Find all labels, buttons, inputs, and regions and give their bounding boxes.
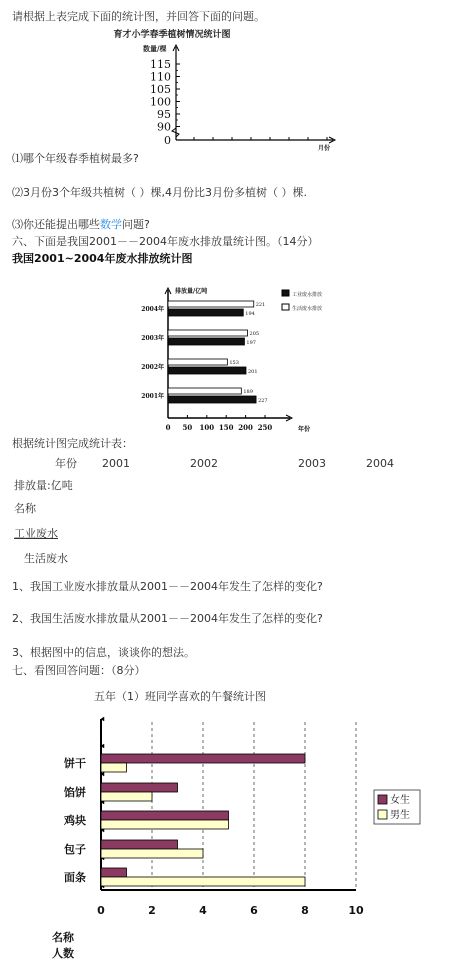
chart-3-x-tick-label: 2 bbox=[148, 904, 156, 917]
chart-2-bar-label-domestic: 153 bbox=[229, 360, 239, 366]
chart-1-ylabel: 数量/棵 bbox=[143, 44, 167, 53]
chart-1-y-tick-label: 105 bbox=[150, 83, 171, 96]
chart-3-bar-girls bbox=[101, 754, 305, 763]
chart-2-legend-industrial: 工业废水排放 bbox=[292, 292, 323, 298]
table-year-2003: 2003 bbox=[298, 457, 326, 470]
chart-2-x-tick-label: 100 bbox=[199, 423, 215, 432]
math-link[interactable]: 数学 bbox=[100, 218, 122, 231]
table-intro: 根据统计图完成统计表： bbox=[12, 437, 133, 450]
chart-1-y-tick-label: 90 bbox=[157, 120, 171, 134]
table-unit-label: 排放量:亿吨 bbox=[14, 479, 73, 492]
chart-2-x-tick-label: 250 bbox=[257, 423, 273, 432]
chart-2-x-tick-label: 50 bbox=[182, 423, 193, 432]
table-year-2004: 2004 bbox=[366, 457, 394, 470]
chart-3-category-label: 包子 bbox=[64, 843, 86, 856]
chart-3-bar-boys bbox=[101, 877, 305, 886]
chart-2-bar-label-industrial: 197 bbox=[246, 340, 256, 346]
sub-question-2: 2、我国生活废水排放量从2001－－2004年发生了怎样的变化? bbox=[12, 612, 323, 625]
chart-2-x-tick-label: 150 bbox=[218, 423, 234, 432]
chart-3-bar-girls bbox=[101, 783, 178, 792]
chart-2-ylabel: 排放量/亿吨 bbox=[175, 288, 208, 295]
chart-2-bar-domestic bbox=[168, 330, 248, 336]
wastewater-chart bbox=[141, 287, 322, 433]
chart-2-category-label: 2001年 bbox=[141, 393, 164, 400]
chart-1-y-tick-label: 95 bbox=[157, 108, 171, 121]
question-3-a: ⑶你还能提出哪些 bbox=[12, 218, 100, 231]
chart-3-title: 五年（1）班同学喜欢的午餐统计图 bbox=[94, 690, 266, 703]
chart-3-category-label: 面条 bbox=[64, 871, 86, 884]
chart-2-bar-label-domestic: 189 bbox=[243, 389, 253, 395]
chart-2-category-label: 2003年 bbox=[141, 335, 164, 342]
chart-3-x-tick-label: 4 bbox=[199, 904, 207, 917]
chart-2-bar-label-industrial: 194 bbox=[245, 311, 255, 317]
chart-2-bar-domestic bbox=[168, 359, 227, 365]
question-1: ⑴哪个年级春季植树最多? bbox=[12, 152, 139, 165]
chart-3-bar-boys bbox=[101, 792, 152, 801]
chart-3-bar-girls bbox=[101, 868, 127, 877]
chart-3-bar-girls bbox=[101, 811, 229, 820]
chart-2-category-label: 2004年 bbox=[141, 306, 164, 313]
lunch-chart bbox=[52, 689, 420, 960]
chart-2-legend-swatch-domestic bbox=[282, 304, 289, 310]
chart-2-legend-domestic: 生活废水排放 bbox=[292, 306, 323, 312]
chart-1-y-tick-label: 100 bbox=[150, 95, 171, 109]
chart-1-y-tick-label: 110 bbox=[150, 70, 171, 84]
chart-1-y-tick-label: 115 bbox=[150, 58, 171, 71]
chart-2-xlabel: 年份 bbox=[298, 426, 311, 433]
chart-3-bar-girls bbox=[101, 840, 178, 849]
chart-3-legend-swatch-boys bbox=[378, 810, 387, 819]
table-industrial-label: 工业废水 bbox=[14, 527, 58, 540]
chart-2-bar-industrial bbox=[168, 309, 243, 316]
table-year-2001: 2001 bbox=[102, 457, 130, 470]
tree-planting-chart bbox=[113, 28, 335, 152]
section-6-title: 我国2001~2004年废水排放统计图 bbox=[12, 252, 193, 265]
question-3-b: 问题? bbox=[122, 218, 150, 231]
chart-3-x-tick-label: 10 bbox=[348, 904, 364, 917]
chart-2-bar-industrial bbox=[168, 396, 256, 403]
chart-3-bar-boys bbox=[101, 763, 127, 772]
chart-3-legend-boys: 男生 bbox=[390, 810, 410, 821]
section-7-heading: 七、看图回答问题：（8分） bbox=[12, 664, 146, 677]
chart-2-bar-label-domestic: 221 bbox=[255, 302, 266, 308]
chart-2-bar-industrial bbox=[168, 367, 246, 374]
chart-3-x-tick-label: 0 bbox=[97, 904, 105, 917]
chart-3-bar-boys bbox=[101, 820, 229, 829]
chart-2-legend-swatch-industrial bbox=[282, 290, 289, 296]
table-domestic-label: 生活废水 bbox=[24, 552, 68, 565]
table-year-2002: 2002 bbox=[190, 457, 218, 470]
question-2: ⑵3月份3个年级共植树（ ）棵,4月份比3月份多植树（ ）棵. bbox=[12, 186, 307, 199]
chart-2-x-tick-label: 0 bbox=[165, 423, 171, 432]
chart-2-bar-label-industrial: 227 bbox=[258, 398, 268, 404]
chart-2-bar-label-industrial: 201 bbox=[247, 369, 258, 375]
chart-2-x-tick-label: 200 bbox=[238, 423, 253, 432]
chart-3-bar-boys bbox=[101, 849, 203, 858]
chart-3-x-tick-label: 6 bbox=[250, 904, 258, 917]
chart-1-title: 育才小学春季植树情况统计图 bbox=[113, 30, 231, 40]
table-name-label: 名称 bbox=[14, 502, 36, 515]
chart-3-x-tick-label: 8 bbox=[301, 904, 309, 917]
chart-3-category-label: 馅饼 bbox=[64, 786, 86, 799]
sub-question-1: 1、我国工业废水排放量从2001－－2004年发生了怎样的变化? bbox=[12, 580, 323, 593]
chart-2-bar-label-domestic: 205 bbox=[249, 331, 260, 337]
chart-3-category-label: 鸡块 bbox=[64, 814, 86, 827]
sub-question-3: 3、根据图中的信息，谈谈你的想法。 bbox=[12, 646, 195, 659]
chart-1-y-tick-label: 0 bbox=[164, 134, 171, 147]
intro-text: 请根据上表完成下面的统计图，并回答下面的问题。 bbox=[12, 10, 265, 23]
section-6-heading: 六、下面是我国2001－－2004年废水排放量统计图。（14分） bbox=[12, 235, 319, 248]
chart-3-ylabel: 名称 bbox=[52, 931, 74, 944]
chart-3-legend-swatch-girls bbox=[378, 795, 387, 804]
table-row-year-label: 年份 bbox=[55, 457, 77, 470]
chart-2-bar-domestic bbox=[168, 301, 254, 307]
chart-3-xlabel: 人数 bbox=[52, 947, 74, 960]
chart-2-bar-industrial bbox=[168, 338, 244, 345]
chart-2-bar-domestic bbox=[168, 388, 241, 394]
chart-2-category-label: 2002年 bbox=[141, 364, 164, 371]
chart-3-category-label: 饼干 bbox=[64, 757, 86, 770]
chart-1-xlabel: 月份 bbox=[318, 145, 331, 152]
chart-3-legend-girls: 女生 bbox=[390, 795, 410, 806]
